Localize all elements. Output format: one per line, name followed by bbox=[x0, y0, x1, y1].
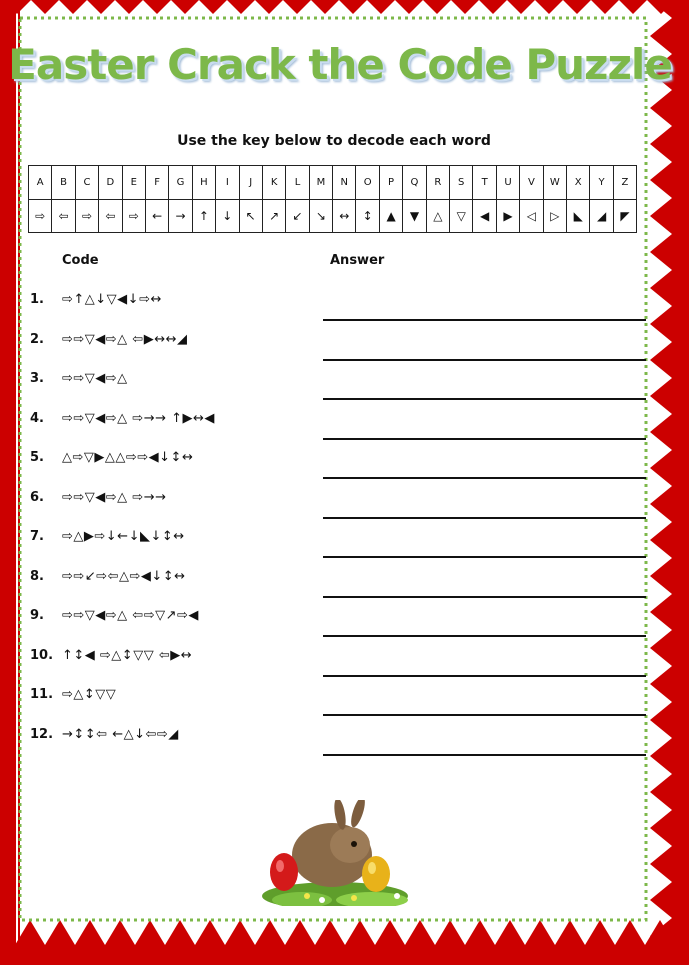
puzzle-code: ⇨⇨▽◀⇨△ ⇦⇨▽↗⇨◀ bbox=[62, 608, 199, 623]
key-symbol-d: ⇦ bbox=[99, 200, 122, 233]
key-symbol-l: ↙ bbox=[286, 200, 309, 233]
puzzle-code: ⇨⇨↙⇨⇦△⇨◀↓↕↔ bbox=[62, 568, 186, 584]
key-letter-h: H bbox=[192, 166, 215, 200]
key-letter-n: N bbox=[333, 166, 356, 200]
key-letter-r: R bbox=[426, 166, 449, 200]
puzzle-number: 4. bbox=[30, 410, 44, 426]
key-symbol-s: ▽ bbox=[450, 200, 473, 233]
key-letter-z: Z bbox=[613, 166, 636, 200]
answer-line[interactable] bbox=[323, 596, 646, 598]
easter-bunny-image bbox=[262, 800, 408, 906]
puzzle-code: ⇨△▶⇨↓←↓◣↓↕↔ bbox=[62, 529, 185, 544]
puzzle-number: 7. bbox=[30, 529, 44, 544]
key-symbol-t: ◀ bbox=[473, 200, 496, 233]
key-letter-c: C bbox=[75, 166, 98, 200]
key-letter-p: P bbox=[379, 166, 402, 200]
key-letter-s: S bbox=[450, 166, 473, 200]
key-symbol-w: ▷ bbox=[543, 200, 566, 233]
puzzle-number: 11. bbox=[30, 687, 54, 702]
puzzle-number: 2. bbox=[30, 331, 44, 347]
cipher-key-table bbox=[28, 165, 637, 233]
puzzle-code: ⇨⇨▽◀⇨△ ⇨→→ ↑▶↔◀ bbox=[62, 410, 215, 426]
page-title: Easter Crack the Code Puzzle bbox=[8, 40, 672, 89]
answer-column-header: Answer bbox=[330, 253, 385, 268]
puzzle-number: 1. bbox=[30, 292, 44, 307]
key-symbol-y: ◢ bbox=[590, 200, 613, 233]
answer-line[interactable] bbox=[323, 319, 646, 321]
key-symbol-x: ◣ bbox=[566, 200, 589, 233]
key-symbol-v: ◁ bbox=[520, 200, 543, 233]
key-letter-l: L bbox=[286, 166, 309, 200]
key-letter-w: W bbox=[543, 166, 566, 200]
puzzle-number: 6. bbox=[30, 489, 44, 505]
key-symbol-g: → bbox=[169, 200, 192, 233]
key-letter-e: E bbox=[122, 166, 145, 200]
puzzle-code: ⇨⇨▽◀⇨△ bbox=[62, 371, 128, 386]
puzzle-code: ⇨△↕▽▽ bbox=[62, 687, 117, 702]
key-letter-j: J bbox=[239, 166, 262, 200]
answer-line[interactable] bbox=[323, 398, 646, 400]
puzzle-number: 9. bbox=[30, 608, 44, 623]
puzzle-number: 5. bbox=[30, 450, 44, 465]
answer-line[interactable] bbox=[323, 635, 646, 637]
key-symbol-r: △ bbox=[426, 200, 449, 233]
key-letter-d: D bbox=[99, 166, 122, 200]
puzzle-code: ⇨⇨▽◀⇨△ ⇦▶↔↔◢ bbox=[62, 331, 188, 347]
key-symbol-i: ↓ bbox=[216, 200, 239, 233]
puzzle-number: 3. bbox=[30, 371, 44, 386]
key-symbol-o: ↕ bbox=[356, 200, 379, 233]
puzzle-number: 12. bbox=[30, 726, 54, 742]
puzzle-code: ⇨↑△↓▽◀↓⇨↔ bbox=[62, 292, 162, 307]
puzzle-number: 10. bbox=[30, 647, 54, 663]
key-letter-v: V bbox=[520, 166, 543, 200]
answer-line[interactable] bbox=[323, 754, 646, 756]
key-symbol-f: ← bbox=[145, 200, 168, 233]
key-letter-u: U bbox=[496, 166, 519, 200]
key-letter-q: Q bbox=[403, 166, 426, 200]
answer-line[interactable] bbox=[323, 438, 646, 440]
key-symbol-j: ↖ bbox=[239, 200, 262, 233]
key-letter-b: B bbox=[52, 166, 75, 200]
key-symbol-z: ◤ bbox=[613, 200, 636, 233]
key-letter-m: M bbox=[309, 166, 332, 200]
key-symbol-q: ▼ bbox=[403, 200, 426, 233]
key-symbol-p: ▲ bbox=[379, 200, 402, 233]
key-symbol-n: ↔ bbox=[333, 200, 356, 233]
key-symbol-c: ⇨ bbox=[75, 200, 98, 233]
key-symbols-row bbox=[29, 200, 637, 233]
code-column-header: Code bbox=[62, 253, 99, 268]
key-symbol-a: ⇨ bbox=[29, 200, 52, 233]
answer-line[interactable] bbox=[323, 714, 646, 716]
answer-line[interactable] bbox=[323, 675, 646, 677]
key-letter-k: K bbox=[262, 166, 285, 200]
key-symbol-m: ↘ bbox=[309, 200, 332, 233]
key-symbol-b: ⇦ bbox=[52, 200, 75, 233]
key-letter-f: F bbox=[145, 166, 168, 200]
key-letter-a: A bbox=[29, 166, 52, 200]
puzzle-code: →↕↕⇦ ←△↓⇦⇨◢ bbox=[62, 726, 179, 742]
key-letters-row bbox=[29, 166, 637, 200]
instructions: Use the key below to decode each word bbox=[177, 133, 491, 149]
answer-line[interactable] bbox=[323, 517, 646, 519]
key-letter-o: O bbox=[356, 166, 379, 200]
puzzle-code: ⇨⇨▽◀⇨△ ⇨→→ bbox=[62, 489, 167, 505]
answer-line[interactable] bbox=[323, 556, 646, 558]
puzzle-code: ↑↕◀ ⇨△↕▽▽ ⇦▶↔ bbox=[62, 647, 193, 663]
puzzle-number: 8. bbox=[30, 568, 44, 584]
answer-line[interactable] bbox=[323, 477, 646, 479]
key-letter-i: I bbox=[216, 166, 239, 200]
key-symbol-h: ↑ bbox=[192, 200, 215, 233]
key-symbol-e: ⇨ bbox=[122, 200, 145, 233]
key-letter-y: Y bbox=[590, 166, 613, 200]
key-letter-g: G bbox=[169, 166, 192, 200]
key-symbol-u: ▶ bbox=[496, 200, 519, 233]
key-letter-x: X bbox=[566, 166, 589, 200]
key-letter-t: T bbox=[473, 166, 496, 200]
key-symbol-k: ↗ bbox=[262, 200, 285, 233]
answer-line[interactable] bbox=[323, 359, 646, 361]
puzzle-code: △⇨▽▶△△⇨⇨◀↓↕↔ bbox=[62, 450, 194, 465]
